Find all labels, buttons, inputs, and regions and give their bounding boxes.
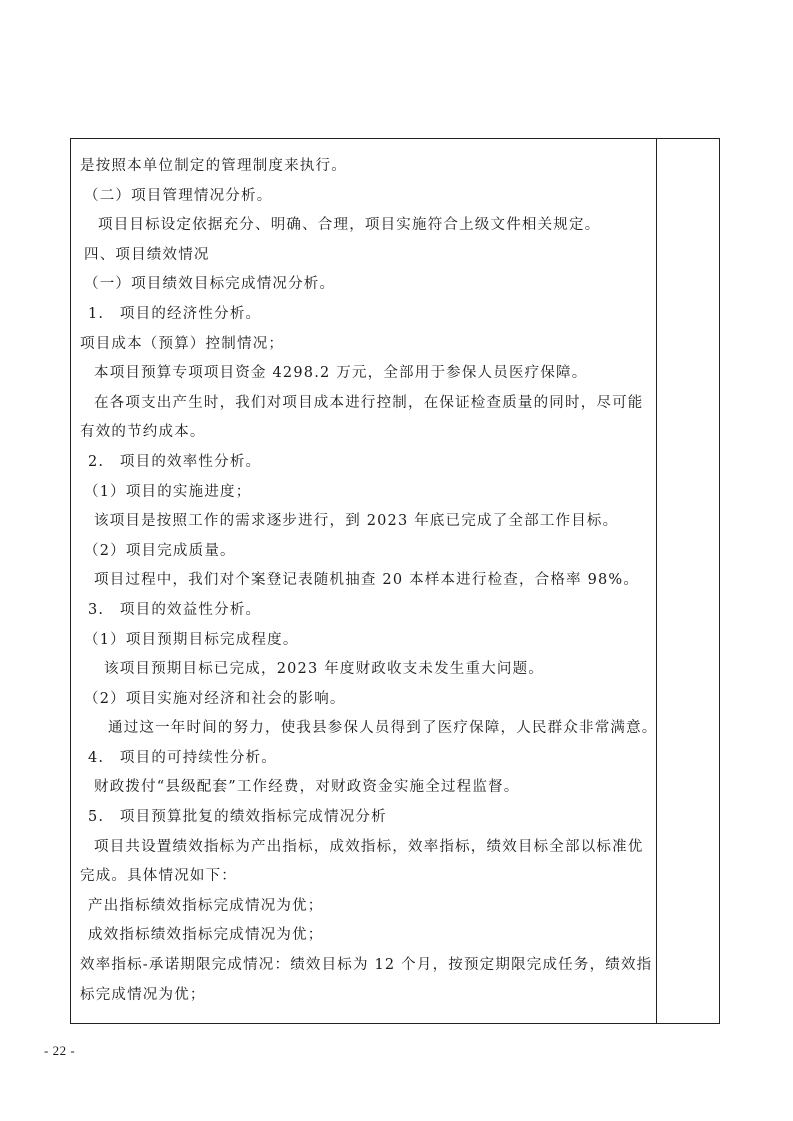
table-right-column-divider xyxy=(656,138,657,1024)
text-line: 该项目预期目标已完成，2023 年度财政收支未发生重大问题。 xyxy=(104,661,545,678)
text-line: 3. 项目的效益性分析。 xyxy=(88,601,262,618)
text-line: （2）项目完成质量。 xyxy=(84,542,236,559)
text-line: 项目目标设定依据充分、明确、合理，项目实施符合上级文件相关规定。 xyxy=(98,217,601,234)
text-line: （二）项目管理情况分析。 xyxy=(84,187,273,204)
text-line: 4. 项目的可持续性分析。 xyxy=(88,749,277,766)
text-line: 通过这一年时间的努力，使我县参保人员得到了医疗保障，人民群众非常满意。 xyxy=(108,720,658,737)
text-line: 完成。具体情况如下： xyxy=(80,868,237,885)
text-line: （1）项目预期目标完成程度。 xyxy=(84,631,299,648)
text-line: （1）项目的实施进度； xyxy=(84,483,252,500)
text-line: 1. 项目的经济性分析。 xyxy=(88,305,262,322)
text-line: （一）项目绩效目标完成情况分析。 xyxy=(84,276,336,293)
text-line: 效率指标-承诺期限完成情况：绩效目标为 12 个月，按预定期限完成任务，绩效指 xyxy=(80,957,653,974)
text-line: 四、项目绩效情况 xyxy=(84,246,210,263)
text-line: 2. 项目的效率性分析。 xyxy=(88,453,262,470)
text-line: 有效的节约成本。 xyxy=(80,424,206,441)
text-line: 标完成情况为优； xyxy=(80,986,206,1003)
text-line: （2）项目实施对经济和社会的影响。 xyxy=(84,690,346,707)
text-line: 5. 项目预算批复的绩效指标完成情况分析 xyxy=(88,809,387,826)
page-number: - 22 - xyxy=(44,1043,76,1058)
text-line: 是按照本单位制定的管理制度来执行。 xyxy=(80,158,347,174)
text-line: 成效指标绩效指标完成情况为优； xyxy=(88,927,324,944)
text-line: 项目过程中，我们对个案登记表随机抽查 20 本样本进行检查，合格率 98%。 xyxy=(94,572,640,589)
text-line: 项目共设置绩效指标为产出指标，成效指标，效率指标，绩效目标全部以标准优 xyxy=(94,838,644,855)
text-line: 产出指标绩效指标完成情况为优； xyxy=(88,897,324,914)
text-line: 本项目预算专项项目资金 4298.2 万元，全部用于参保人员医疗保障。 xyxy=(94,365,588,382)
text-line: 该项目是按照工作的需求逐步进行，到 2023 年底已完成了全部工作目标。 xyxy=(94,513,619,530)
text-line: 项目成本（预算）控制情况； xyxy=(80,335,285,352)
document-body xyxy=(80,152,658,1010)
text-line: 财政拨付“县级配套”工作经费，对财政资金实施全过程监督。 xyxy=(94,779,520,796)
text-line: 在各项支出产生时，我们对项目成本进行控制，在保证检查质量的同时，尽可能 xyxy=(94,394,644,411)
